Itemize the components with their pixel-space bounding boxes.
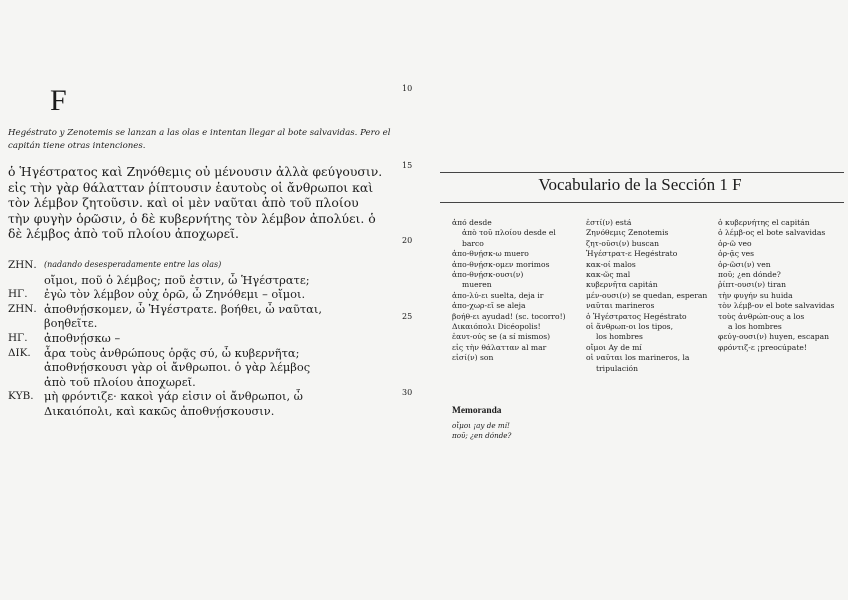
title-rule-bottom xyxy=(440,202,844,203)
dialogue-entry xyxy=(8,331,408,346)
vocab-entry: τοὺς ἀνθρώπ-ους a los xyxy=(718,311,805,321)
vocab-entry: ἐστί(ν) está xyxy=(586,218,632,227)
vocab-entry: βοήθ-ει ayudad! (sc. tocorro!) xyxy=(452,311,566,321)
dialogue-line: ἀποθνῄσκω – xyxy=(44,330,121,345)
memoranda-title: Memoranda xyxy=(452,406,502,416)
memoranda-list xyxy=(452,421,511,441)
greek-line: δὲ λέμβος ἀπὸ τοῦ πλοίου ἀποχωρεῖ. xyxy=(8,226,239,242)
vocab-entry: Ζηνόθεμις Zenotemis xyxy=(586,228,669,238)
dialogue-line: ἐγὼ τὸν λέμβον οὐχ ὁρῶ, ὦ Ζηνόθεμι – οἴμοι. xyxy=(44,287,306,302)
greek-line: τὴν φυγὴν ὁρῶσιν, ὁ δὲ κυβερνήτης τὸν λέμβον ἀπολύει. ὁ xyxy=(8,210,376,226)
vocab-entry: ὁρ-ῶ veo xyxy=(718,238,752,248)
speaker-label: ΔΙΚ. xyxy=(8,346,31,359)
dialogue-line: ἀπὸ τοῦ πλοίου ἀποχωρεῖ. xyxy=(44,374,196,389)
vocab-entry: ἀπο-θνῄσκ-ω muero xyxy=(452,249,529,259)
vocab-entry: εἰσί(ν) son xyxy=(452,353,494,363)
vocab-entry: ῥίπτ-ουσι(ν) tiran xyxy=(718,280,787,290)
vocab-entry: los hombres xyxy=(596,332,643,342)
dialogue-entry xyxy=(8,389,408,418)
vocab-column-3 xyxy=(718,218,834,353)
vocab-entry: ὁ κυβερνήτης el capitán xyxy=(718,218,810,227)
greek-line: εἰς τὴν γὰρ θάλατταν ῥίπτουσιν ἑαυτοὺς οἱ ἄνθρωποι καὶ xyxy=(8,179,374,195)
dialogue-line: ἆρα τοὺς ἀνθρώπους ὁρᾷς σύ, ὦ κυβερνῆτα; xyxy=(44,345,300,360)
vocab-entry: εἰς τὴν θάλατταν al mar xyxy=(452,342,547,352)
memoranda-entry: ποῦ; ¿en dónde? xyxy=(452,430,512,440)
dialogue-line: μὴ φρόντιζε· κακοὶ γάρ εἰσιν οἱ ἄνθρωποι, ὦ xyxy=(44,389,303,404)
vocab-entry: οἴμοι Ay de mí xyxy=(586,342,642,352)
vocab-entry: ἀπὸ τοῦ πλοίου desde el xyxy=(462,228,556,238)
dialogue-entry xyxy=(8,346,408,390)
dialogue-line: ἀποθνῄσκομεν, ὦ Ἡγέστρατε. βοήθει, ὦ ναῦται, xyxy=(44,301,322,316)
vocab-entry: ὁρ-ῶσι(ν) ven xyxy=(718,259,771,269)
greek-line: ὁ Ἡγέστρατος καὶ Ζηνόθεμις οὐ μένουσιν ἀλλὰ φεύγουσιν. xyxy=(8,164,383,179)
greek-dialogue xyxy=(8,258,408,419)
vocab-entry: ναῦται marineros xyxy=(586,301,655,311)
speaker-label: ΚΥΒ. xyxy=(8,390,34,403)
speaker-label: ΗΓ. xyxy=(8,331,28,344)
vocab-entry: τὴν φυγήν su huida xyxy=(718,290,793,300)
line-number: 25 xyxy=(402,312,413,321)
line-number: 30 xyxy=(402,388,413,397)
vocab-entry: Δικαιόπολι Dicéopolis! xyxy=(452,322,541,332)
greek-line: τὸν λέμβον ζητοῦσιν. καὶ οἱ μὲν ναῦται ἀπὸ τοῦ πλοίου xyxy=(8,195,359,211)
dialogue-line: Δικαιόπολι, καὶ κακῶς ἀποθνῄσκουσιν. xyxy=(44,403,275,418)
vocab-column-2 xyxy=(586,218,707,374)
vocab-entry: φρόντιζ-ε ¡preocúpate! xyxy=(718,342,807,352)
vocab-column-1 xyxy=(452,218,566,364)
vocab-entry: tripulación xyxy=(596,363,638,373)
vocab-entry: ὁρ-ᾷς ves xyxy=(718,249,755,259)
stage-direction: (nadando desesperadamente entre las olas) xyxy=(44,260,222,269)
greek-narrative xyxy=(8,164,403,242)
vocab-entry: ποῦ; ¿en dónde? xyxy=(718,270,781,280)
vocab-entry: φεύγ-ουσι(ν) huyen, escapan xyxy=(718,332,830,342)
vocab-entry: Ἡγέστρατ-ε Hegéstrato xyxy=(586,249,678,259)
vocab-entry: τὸν λέμβ-ον el bote salvavidas xyxy=(718,301,835,311)
vocab-entry: ἑαυτ-ούς se (a sí mismos) xyxy=(452,332,551,342)
vocab-entry: ὁ λέμβ-ος el bote salvavidas xyxy=(718,228,826,238)
line-number: 20 xyxy=(402,236,413,245)
vocab-entry: οἱ ἄνθρωπ-οι los tipos, xyxy=(586,322,673,332)
vocab-entry: ζητ-οῦσι(ν) buscan xyxy=(586,238,660,248)
section-intro: Hegéstrato y Zenotemis se lanzan a las olas e intentan llegar al bote salvavidas. Pero el capitán tiene otras intenciones. xyxy=(8,128,391,151)
vocab-entry: κακ-ῶς mal xyxy=(586,270,631,280)
speaker-label: ΖΗΝ. xyxy=(8,259,37,271)
vocab-entry: barco xyxy=(462,238,484,248)
vocab-entry: ἀπο-θνῄσκ-ουσι(ν) xyxy=(452,270,524,280)
line-number: 15 xyxy=(402,161,413,170)
vocab-entry: οἱ ναῦται los marineros, la xyxy=(586,353,690,363)
vocab-entry: κυβερνῆτα capitán xyxy=(586,280,658,290)
section-letter: F xyxy=(50,84,67,117)
vocabulary-title: Vocabulario de la Sección 1 F xyxy=(538,175,742,194)
line-number: 10 xyxy=(402,84,413,93)
vocab-entry: ἀπο-λύ-ει suelta, deja ir xyxy=(452,290,544,300)
vocab-entry: a los hombres xyxy=(728,322,782,332)
vocab-entry: μέν-ουσι(ν) se quedan, esperan xyxy=(586,290,708,300)
vocab-entry: κακ-οί malos xyxy=(586,259,636,269)
vocab-entry: ἀπο-χωρ-εῖ se aleja xyxy=(452,301,526,311)
dialogue-line: ἀποθνῄσκουσι γὰρ οἱ ἄνθρωποι. ὁ γὰρ λέμβος xyxy=(44,360,311,375)
vocab-entry: ὁ Ἡγέστρατος Hegéstrato xyxy=(586,311,687,321)
dialogue-entry xyxy=(8,258,408,287)
dialogue-entry xyxy=(8,302,408,331)
speaker-label: ΖΗΝ. xyxy=(8,302,37,315)
speaker-label: ΗΓ. xyxy=(8,288,28,301)
vocab-entry: ἀπο-θνῄσκ-ομεν morimos xyxy=(452,259,550,269)
vocab-entry: ἀπό desde xyxy=(452,218,492,227)
dialogue-entry xyxy=(8,287,408,302)
dialogue-line: βοηθεῖτε. xyxy=(44,316,98,331)
memoranda-entry: οἴμοι ¡ay de mí! xyxy=(452,421,510,430)
vocab-entry: mueren xyxy=(462,280,492,290)
dialogue-line: οἴμοι, ποῦ ὁ λέμβος; ποῦ ἐστιν, ὦ Ἡγέστρατε; xyxy=(44,272,310,287)
